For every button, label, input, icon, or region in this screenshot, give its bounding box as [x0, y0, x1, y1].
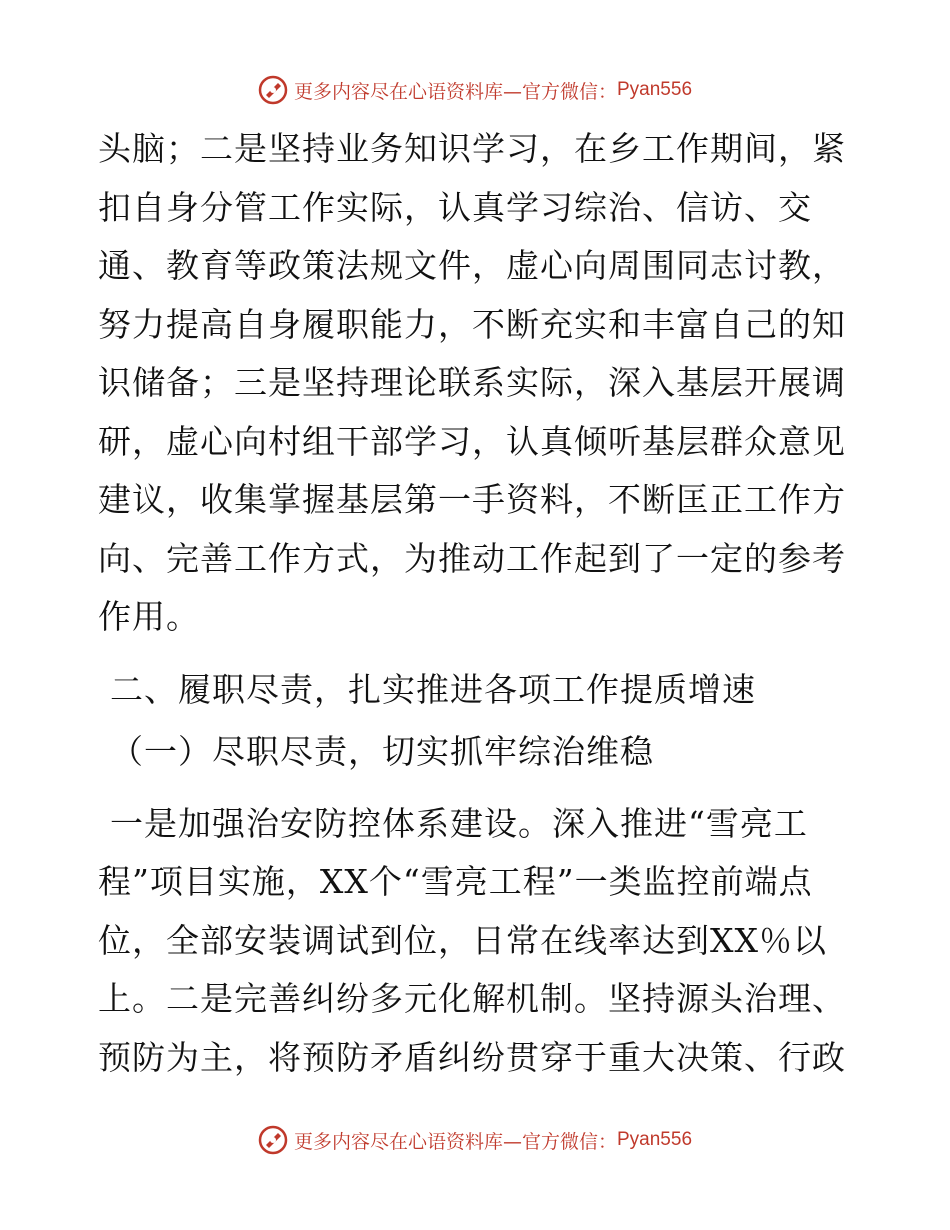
text-line: 一是加强治安防控体系建设。深入推进“雪亮工 — [110, 803, 808, 843]
text-line: 向、完善工作方式，为推动工作起到了一定的参考 — [98, 538, 846, 578]
text-line: 位，全部安装调试到位，日常在线率达到XX％以 — [98, 920, 827, 960]
banner-text: 更多内容尽在心语资料库—官方微信： — [293, 80, 617, 103]
text-line: 努力提高自身履职能力，不断充实和丰富自己的知 — [98, 304, 846, 344]
sub-heading: （一）尽职尽责，切实抓牢综治维稳 — [110, 731, 654, 771]
banner-wechat-id: Pyan556 — [617, 79, 693, 100]
paragraph-1 — [98, 120, 858, 647]
text-line: 识储备；三是坚持理论联系实际，深入基层开展调 — [98, 363, 846, 402]
text-line: 建议，收集掌握基层第一手资料，不断匡正工作方 — [98, 480, 846, 519]
text-line: 作用。 — [98, 597, 200, 636]
text-line: 研，虚心向村组干部学习，认真倾听基层群众意见 — [98, 421, 846, 461]
logo-icon — [258, 75, 288, 105]
logo-icon — [258, 1125, 288, 1155]
text-line: 预防为主，将预防矛盾纠纷贯穿于重大决策、行政 — [98, 1037, 846, 1077]
footer-banner — [0, 1123, 950, 1157]
document-body — [98, 120, 858, 1087]
text-line: 程”项目实施，XX个“雪亮工程”一类监控前端点 — [98, 862, 813, 901]
text-line: 上。二是完善纠纷多元化解机制。坚持源头治理、 — [98, 979, 846, 1018]
text-line: 通、教育等政策法规文件，虚心向周围同志讨教， — [98, 246, 846, 285]
banner-text: 更多内容尽在心语资料库—官方微信： — [293, 1130, 617, 1153]
text-line: 扣自身分管工作实际，认真学习综治、信访、交 — [98, 187, 812, 227]
header-banner — [0, 73, 950, 107]
text-line: 头脑；二是坚持业务知识学习，在乡工作期间，紧 — [98, 129, 846, 168]
banner-wechat-id: Pyan556 — [617, 1129, 693, 1150]
paragraph-2 — [98, 795, 858, 1088]
section-heading: 二、履职尽责，扎实推进各项工作提质增速 — [110, 669, 756, 709]
